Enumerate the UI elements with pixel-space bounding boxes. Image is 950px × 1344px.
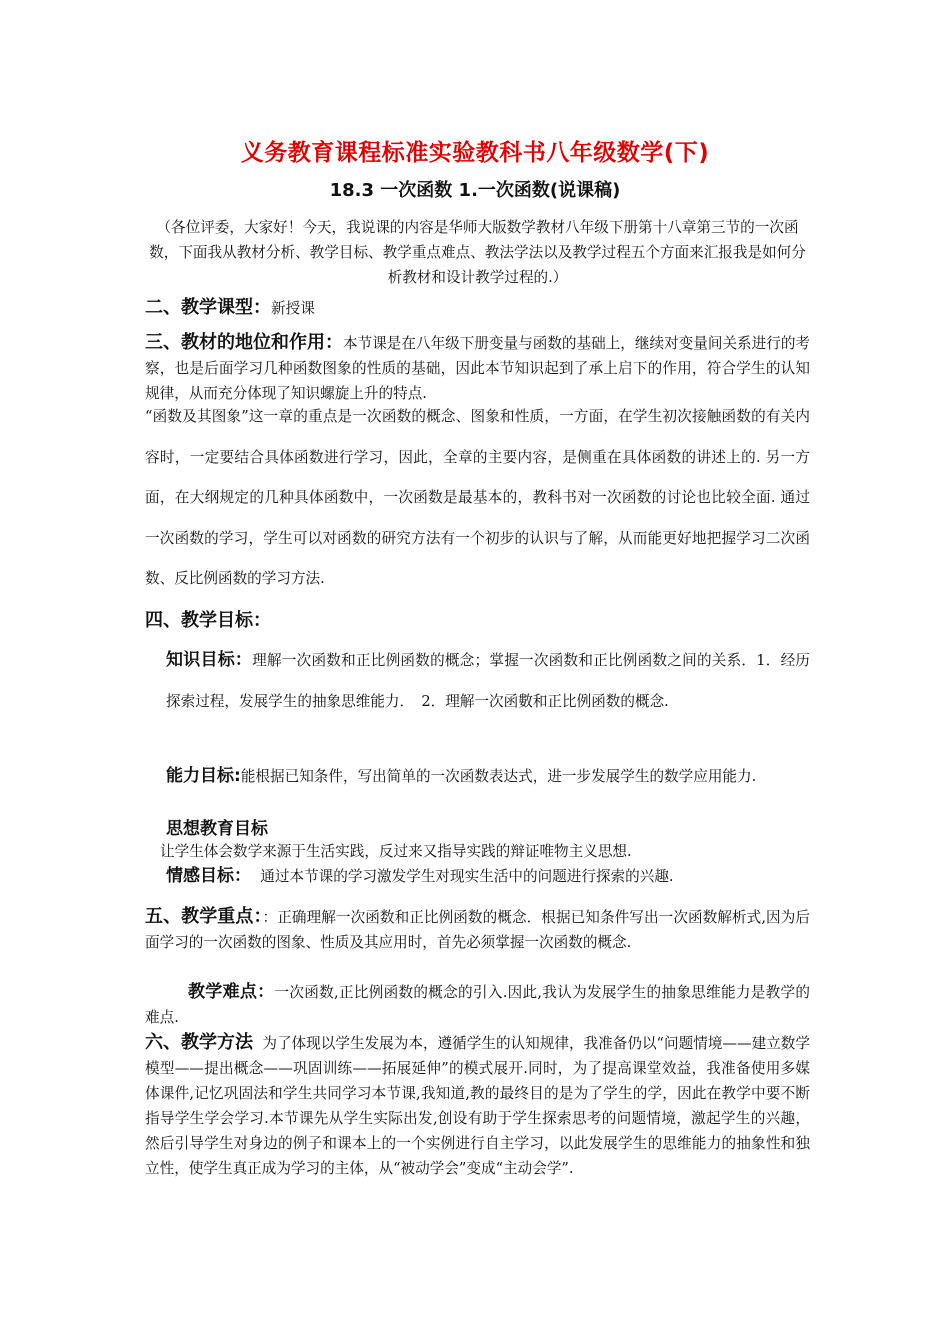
section-3-paragraph-2: “函数及其图象”这一章的重点是一次函数的概念、图象和性质，一方面，在学生初次接触函数的有关内容时，一定要结合具体函数进行学习，因此，全章的主要内容，是侧重在具体函数的讲述上的. 另一方面，在大纲规定的几种具体函数中，一次函数是最基本的，教科书对一次函数的讨论也比较全面. 通过一次函数的学习，学生可以对函数的研究方法有一个初步的认识与了解，从而能更好地把握学习二次函数、反比例函数的学习方法.	[145, 408, 810, 587]
knowledge-goal-text: 理解一次函数和正比例函数的概念；掌握一次函数和正比例函数之间的关系．1．经历探索过程，发展学生的抽象思维能力． 2．理解一次函數和正比例函数的概念.	[166, 652, 811, 710]
section-5	[145, 904, 810, 955]
doc-title: 义务教育课程标准实验教科书八年级数学(下)	[240, 140, 710, 166]
section-3-heading: 三、教材的地位和作用：	[145, 332, 343, 353]
section-6-heading: 六、教学方法	[145, 1032, 254, 1053]
teaching-difficulty-text: 一次函数,正比例函数的概念的引入.因此,我认为发展学生的抽象思维能力是教学的难点.	[145, 984, 811, 1026]
teaching-difficulty	[145, 980, 810, 1030]
section-6-text: 为了体现以学生发展为本，遵循学生的认知规律，我准备仍以“问题情境——建立数学模型——提出概念——巩固训练——拓展延伸”的模式展开.同时，为了提高课堂效益，我准备使用多媒体课件,记忆巩固法和学生共同学习本节课,我知道,教的最终目的是为了学生的学，因此在教学中要不断指导学生学会学习.本节课先从学生实际出发,创设有助于学生探索思考的问题情境，激起学生的兴趣，然后引导学生对身边的例子和课本上的一个实例进行自主学习，以此发展学生的思维能力的抽象性和独立性，使学生真正成为学习的主体，从“被动学会”变成“主动会学”.	[145, 1035, 811, 1177]
section-2-heading: 二、教学课型：	[145, 297, 271, 318]
ability-goal-label: 能力目标:	[166, 766, 241, 786]
knowledge-goal-label: 知识目标：	[166, 650, 253, 670]
section-3	[145, 330, 810, 406]
section-3-text: 本节课是在八年级下册变量与函数的基础上，继续对变量间关系进行的考察，也是后面学习几种函数图象的性质的基础，因此本节知识起到了承上启下的作用，符合学生的认知规律，从而充分体现了知识螺旋上升的特点.	[145, 335, 811, 402]
moral-goal-label: 思想教育目标	[166, 819, 268, 839]
emotion-goal	[166, 864, 810, 889]
doc-subtitle: 18.3 一次函数 1.一次函数(说课稿)	[329, 180, 621, 201]
ability-goal-text: 能根据已知条件，写出简单的一次函数表达式，进一步发展学生的数学应用能力.	[240, 768, 757, 785]
section-4-heading-text: 四、教学目标：	[145, 610, 271, 631]
emotion-goal-label: 情感目标：	[166, 866, 251, 886]
section-5-heading: 五、教学重点：	[145, 906, 263, 927]
intro-paragraph: （各位评委，大家好！今天，我说课的内容是华师大版数学教材八年级下册第十八章第三节的一次函数，下面我从教材分析、教学目标、教学重点难点、教法学法以及教学过程五个方面来汇报我是如何分析教材和设计教学过程的.）	[149, 219, 806, 286]
section-2-text: 新授课	[271, 300, 315, 317]
moral-goal-label-row	[166, 814, 831, 839]
section-2	[145, 293, 810, 319]
section-4-heading	[145, 606, 810, 632]
knowledge-goal	[166, 640, 810, 722]
moral-goal-text: 让学生体会数学来源于生活实践，反过来又指导实践的辩证唯物主义思想.	[160, 843, 632, 860]
emotion-goal-text: 通过本节课的学习激发学生对现实生活中的问题进行探索的兴趣.	[260, 868, 674, 885]
teaching-difficulty-label: 教学难点：	[188, 982, 275, 1002]
section-6	[145, 1030, 810, 1181]
ability-goal	[145, 764, 810, 789]
section-5-text: ：正确理解一次函数和正比例函数的概念．根据已知条件写出一次函数解析式,因为后面学习的一次函数的图象、性质及其应用时，首先必须掌握一次函数的概念.	[145, 909, 810, 951]
